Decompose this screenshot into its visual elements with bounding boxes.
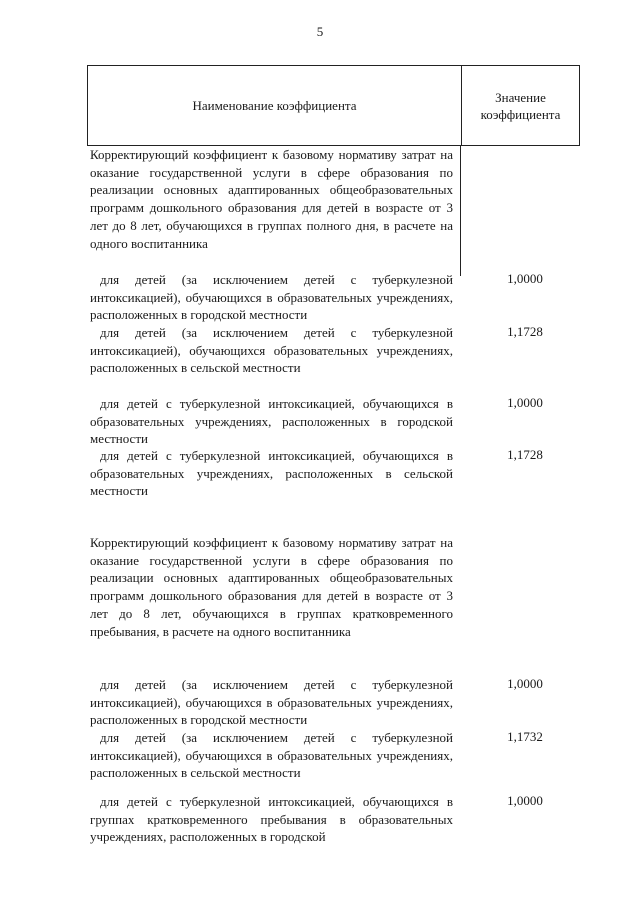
section-1-row-3-text: для детей с туберкулезной интоксикацией, обучающихся в образовательных учреждениях, расположенных в городской местности xyxy=(90,396,453,447)
section-1-row-1-value: 1,0000 xyxy=(507,271,543,286)
section-2-row-1-value: 1,0000 xyxy=(507,676,543,691)
section-1-row-4-text: для детей с туберкулезной интоксикацией, обучающихся в образовательных учреждениях, расположенных в сельской местности xyxy=(90,448,453,499)
section-1-row-4-value: 1,1728 xyxy=(507,447,543,462)
section-2-row-2-value: 1,1732 xyxy=(507,729,543,744)
column-header-value-text: Значение коэффициента xyxy=(480,89,561,122)
column-header-name: Наименование коэффициента xyxy=(192,97,357,113)
section-1-row-1-text: для детей (за исключением детей с туберкулезной интоксикацией), обучающихся в образовательных учреждениях, расположенных в городской местности xyxy=(90,272,453,323)
page-number: 5 xyxy=(316,24,324,39)
section-2-row-2-text: для детей (за исключением детей с туберкулезной интоксикацией), обучающихся в образовательных учреждениях, расположенных в сельской местности xyxy=(90,730,453,781)
section-1-title: Корректирующий коэффициент к базовому нормативу затрат на оказание государственной услуги в сфере образования по реализации основных адаптированных общеобразовательных программ дошкольного образования для детей в возрасте от 3 лет до 8 лет, обучающихся в группах полного дня, в расчете на одного воспитанника xyxy=(90,147,453,251)
section-2-title: Корректирующий коэффициент к базовому нормативу затрат на оказание государственной услуги в сфере образования по реализации основных адаптированных общеобразовательных программ дошкольного образования для детей в возрасте от 3 лет до 8 лет, обучающихся в группах кратковременного пребывания, в расчете на одного воспитанника xyxy=(90,535,453,639)
section-1-row-2-value: 1,1728 xyxy=(507,324,543,339)
column-divider-line xyxy=(460,146,461,276)
section-1-row-2-text: для детей (за исключением детей с туберкулезной интоксикацией), обучающихся образовательных учреждениях, расположенных в сельской местности xyxy=(90,325,453,376)
column-header-value xyxy=(462,66,579,145)
section-2-row-3-value: 1,0000 xyxy=(507,793,543,808)
section-2-row-1-text: для детей (за исключением детей с туберкулезной интоксикацией), обучающихся в образовательных учреждениях, расположенных в городской местности xyxy=(90,677,453,728)
section-2-row-3-text: для детей с туберкулезной интоксикацией, обучающихся в группах кратковременного пребывания в образовательных учреждениях, расположенных в городской xyxy=(90,794,453,845)
section-1-row-3-value: 1,0000 xyxy=(507,395,543,410)
table-header xyxy=(87,65,580,146)
